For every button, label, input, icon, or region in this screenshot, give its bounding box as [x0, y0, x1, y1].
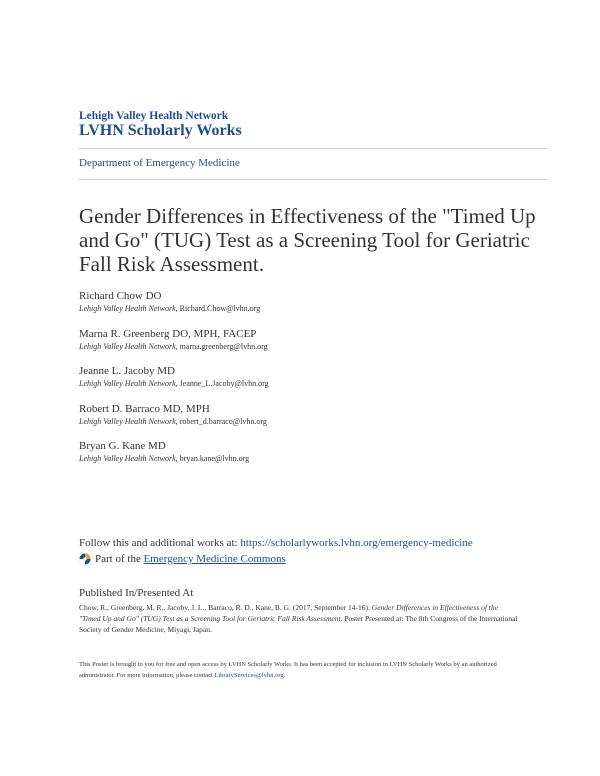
author-affiliation: Lehigh Valley Health Network	[79, 341, 176, 351]
author-email[interactable]: marna.greenberg@lvhn.org	[179, 341, 268, 351]
author-affiliation: Lehigh Valley Health Network	[79, 304, 176, 313]
part-of-line	[79, 553, 286, 565]
department-divider	[79, 179, 547, 180]
author-affiliation: Lehigh Valley Health Network	[79, 454, 176, 463]
network-name: Lehigh Valley Health Network	[79, 110, 229, 122]
author-entry	[79, 289, 549, 327]
commons-link[interactable]: Emergency Medicine Commons	[143, 553, 286, 565]
author-affiliation: Lehigh Valley Health Network	[79, 379, 176, 388]
contact-email-link[interactable]: LibraryServices@lvhn.org	[214, 672, 284, 679]
author-affiliation-line: Lehigh Valley Health Network, Richard.Chow@lvhn.org	[79, 304, 261, 313]
author-entry	[79, 327, 549, 365]
author-affiliation-line: Lehigh Valley Health Network, Jeanne_L.Jacoby@lvhn.org	[79, 379, 269, 388]
author-email[interactable]: bryan.kane@lvhn.org	[179, 454, 250, 463]
author-name: Jeanne L. Jacoby MD	[79, 365, 175, 377]
follow-line	[79, 537, 473, 549]
author-entry	[79, 439, 549, 477]
author-email[interactable]: Jeanne_L.Jacoby@lvhn.org	[179, 379, 269, 388]
citation-authors: Chow, R., Greenberg, M. R., Jacoby, J. L., Barraco, R. D., Kane, B. G. (2017, September 14-16).	[79, 603, 372, 612]
department-link[interactable]: Department of Emergency Medicine	[79, 157, 240, 169]
commons-network-icon	[79, 553, 91, 565]
author-email[interactable]: Richard.Chow@lvhn.org	[179, 304, 261, 313]
access-notice	[79, 659, 519, 681]
published-heading: Published In/Presented At	[79, 587, 194, 599]
author-name: Robert D. Barraco MD, MPH	[79, 402, 210, 415]
author-affiliation-line: Lehigh Valley Health Network, robert_d.barraco@lvhn.org	[79, 416, 267, 426]
notice-text: This Poster is brought to you for free and open access by LVHN Scholarly Works. It has been accepted for inclusion in LVHN Scholarly Works by an authorized administrator. For more information, please contact	[79, 661, 497, 679]
citation	[79, 602, 519, 635]
follow-label: Follow this and additional works at:	[79, 537, 238, 549]
author-name: Marna R. Greenberg DO, MPH, FACEP	[79, 327, 257, 340]
author-name: Bryan G. Kane MD	[79, 440, 166, 452]
notice-end: .	[283, 672, 286, 679]
author-affiliation: Lehigh Valley Health Network	[79, 416, 176, 426]
author-list	[79, 289, 549, 477]
author-entry	[79, 364, 549, 402]
author-entry	[79, 402, 549, 440]
author-affiliation-line: Lehigh Valley Health Network, marna.greenberg@lvhn.org	[79, 341, 268, 351]
author-name: Richard Chow DO	[79, 290, 162, 302]
part-of-label: Part of the	[95, 553, 141, 565]
author-affiliation-line: Lehigh Valley Health Network, bryan.kane@lvhn.org	[79, 454, 250, 463]
citation-venue: Poster Presented at: The 8th Congress of the International Society of Gender Medicine, Miyagi, Japan.	[79, 614, 518, 634]
repository-name[interactable]: LVHN Scholarly Works	[79, 122, 242, 139]
citation-title: Gender Differences in Effectiveness of the "Timed Up and Go" (TUG) Test as a Screening Tool for Geriatric Fall Risk Assessment.	[79, 603, 498, 623]
document-title: Gender Differences in Effectiveness of the "Timed Up and Go" (TUG) Test as a Screening Tool for Geriatric Fall Risk Assessment.	[79, 204, 536, 276]
author-email[interactable]: robert_d.barraco@lvhn.org	[179, 416, 267, 426]
collection-link[interactable]: https://scholarlyworks.lvhn.org/emergency-medicine	[240, 537, 473, 549]
header-divider	[79, 148, 547, 149]
